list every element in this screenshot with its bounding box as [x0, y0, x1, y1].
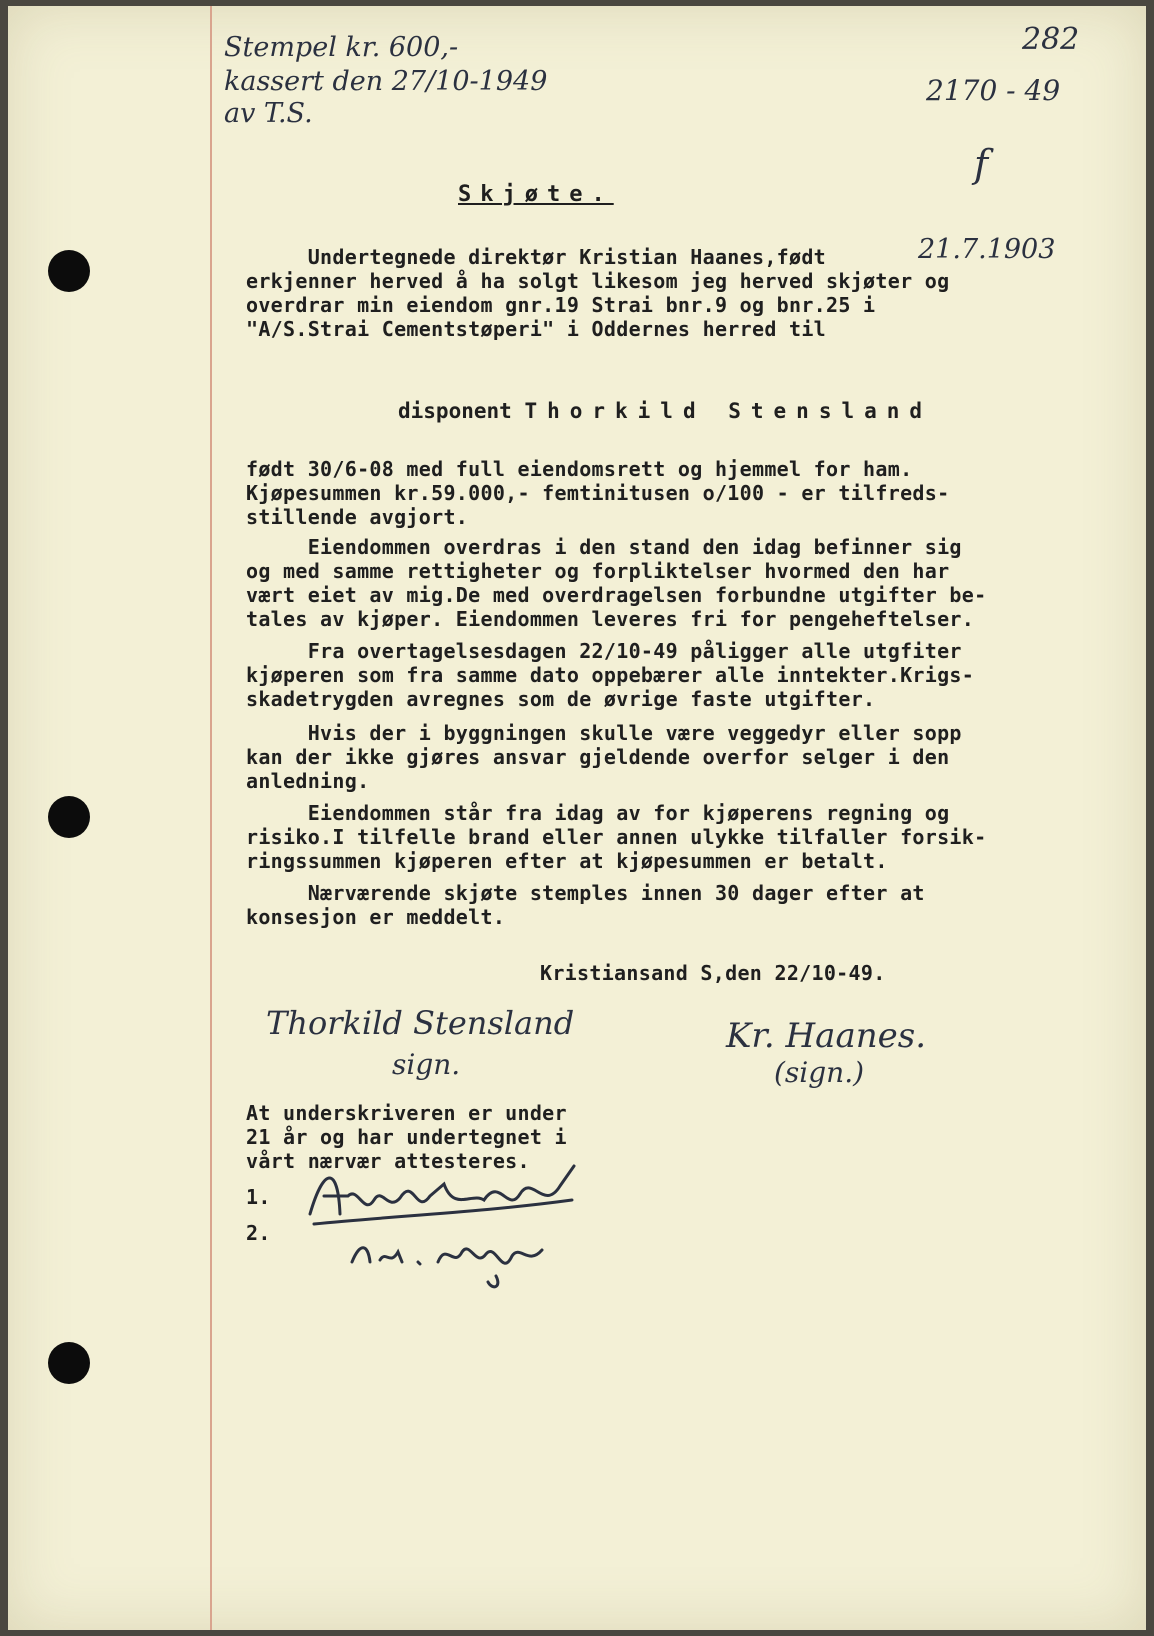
- body-line: født 30/6-08 med full eiendomsrett og hjemmel for ham.: [246, 457, 913, 481]
- body-line: Nærværende skjøte stemples innen 30 dager efter at: [246, 881, 925, 905]
- margin-mark: f: [974, 142, 989, 186]
- body-line: Eiendommen står fra idag av for kjøperens regning og: [246, 801, 950, 825]
- body-line: kjøperen som fra samme dato oppebærer alle inntekter.Krigs-: [246, 663, 975, 687]
- body-line: Eiendommen overdras i den stand den idag befinner sig: [246, 535, 962, 559]
- intro-line-1: Undertegnede direktør Kristian Haanes,født: [246, 245, 839, 269]
- attest-item-1: 1.: [246, 1185, 271, 1209]
- body-line: vært eiet av mig.De med overdragelsen forbundne utgifter be-: [246, 583, 987, 607]
- stamp-note-line-3: av T.S.: [224, 98, 313, 129]
- margin-rule: [210, 6, 212, 1630]
- registration-number: 2170 - 49: [926, 74, 1061, 107]
- body-line: og med samme rettigheter og forpliktelser hvormed den har: [246, 559, 950, 583]
- body-line: anledning.: [246, 769, 370, 793]
- buyer-name: Thorkild Stensland: [524, 399, 933, 423]
- intro-line-3: overdrar min eiendom gnr.19 Strai bnr.9 og bnr.25 i: [246, 293, 876, 317]
- deed-title: Skjøte.: [458, 182, 614, 207]
- intro-line-2: erkjenner herved å ha solgt likesom jeg herved skjøter og: [246, 269, 950, 293]
- body-line: konsesjon er meddelt.: [246, 905, 506, 929]
- buyer-signature: Thorkild Stensland: [266, 1004, 575, 1042]
- witness-signature-2: [346, 1222, 566, 1292]
- attest-line: 21 år og har undertegnet i: [246, 1125, 567, 1149]
- intro-line-4: "A/S.Strai Cementstøperi" i Oddernes herred til: [246, 317, 827, 341]
- body-line: kan der ikke gjøres ansvar gjeldende overfor selger i den: [246, 745, 950, 769]
- buyer-line: [398, 399, 932, 423]
- body-line: Hvis der i byggningen skulle være veggedyr eller sopp: [246, 721, 962, 745]
- body-line: skadetrygden avregnes som de øvrige faste utgifter.: [246, 687, 876, 711]
- buyer-signature-note: sign.: [392, 1048, 461, 1081]
- page-number: 282: [1022, 22, 1080, 57]
- punch-hole-middle: [48, 796, 90, 838]
- body-line: ringssummen kjøperen efter at kjøpesummen er betalt.: [246, 849, 888, 873]
- place-date: Kristiansand S,den 22/10-49.: [540, 961, 886, 985]
- body-line: stillende avgjort.: [246, 505, 469, 529]
- attest-item-2: 2.: [246, 1221, 271, 1245]
- seller-signature: Kr. Haanes.: [726, 1016, 926, 1056]
- punch-hole-top: [48, 250, 90, 292]
- body-line: Fra overtagelsesdagen 22/10-49 påligger alle utgfiter: [246, 639, 962, 663]
- document-page: [8, 6, 1146, 1630]
- body-line: tales av kjøper. Eiendommen leveres fri for pengeheftelser.: [246, 607, 975, 631]
- stamp-note-line-2: kassert den 27/10-1949: [224, 66, 548, 97]
- stamp-note-line-1: Stempel kr. 600,-: [224, 32, 459, 63]
- buyer-title: disponent: [398, 399, 512, 423]
- birthdate-note: 21.7.1903: [918, 234, 1056, 265]
- attest-line: At underskriveren er under: [246, 1101, 567, 1125]
- attest-line: vårt nærvær attesteres.: [246, 1149, 530, 1173]
- punch-hole-bottom: [48, 1342, 90, 1384]
- seller-signature-note: (sign.): [774, 1056, 865, 1089]
- body-line: risiko.I tilfelle brand eller annen ulykke tilfaller forsik-: [246, 825, 987, 849]
- body-line: Kjøpesummen kr.59.000,- femtinitusen o/100 - er tilfreds-: [246, 481, 950, 505]
